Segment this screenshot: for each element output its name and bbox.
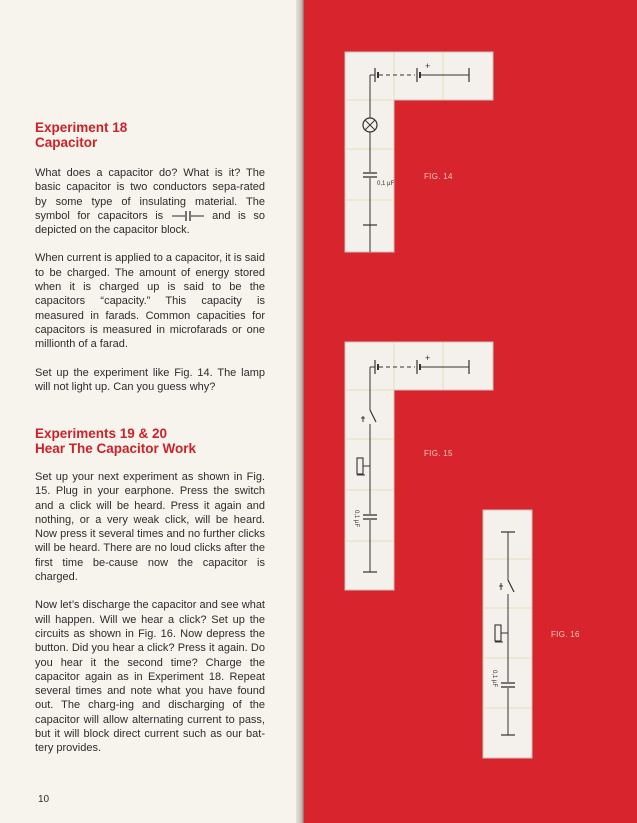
capacitor-icon	[363, 514, 377, 520]
capacitor-icon	[501, 682, 515, 688]
paragraph-text: What does a capacitor do? What is it? The basic capacitor is two conductors sepa-rated by some type of insulating material. The symbol for capacitors is	[35, 167, 265, 222]
fig-14-circuit-board	[345, 52, 495, 252]
capacitor-symbol-icon	[171, 211, 205, 221]
experiments-19-20-subtitle: Hear The Capacitor Work	[35, 441, 197, 456]
experiments-19-20-paragraph-2: Now let’s discharge the capacitor and see what will happen. Will we hear a click? Set up the circuits as shown in Fig. 16. Now depress the button. Did you hear a click? Press it again. Do you hear it the second time? Charge the capacitor again as in Experiment 18. Repeat several times and note what you have found out. The charg-ing and discharging of the capacitor will allow alternating current to pass, but it will block direct current such as our bat-tery provides.	[35, 599, 265, 755]
experiment-18-subtitle: Capacitor	[35, 135, 98, 150]
lamp-icon	[363, 118, 377, 132]
right-page	[304, 0, 637, 823]
fig-15-capacitor-value: 0,1 µF	[353, 510, 359, 528]
experiments-19-20-paragraph-1: Set up your next experiment as shown in Fig. 15. Plug in your earphone. Press the switch and a click will be heard. Press it again and nothing, or a very weak click, will be heard. Now press it several times and no further clicks will be heard. There are no loud clicks after the first time be-cause now the capacitor is charged.	[35, 471, 265, 584]
fig-16-capacitor-value: 0,1 µF	[491, 670, 497, 688]
experiments-19-20-title: Experiments 19 & 20	[35, 426, 168, 441]
fig-15-plus-sign: +	[425, 353, 431, 363]
page-number: 10	[38, 794, 50, 805]
fig-14-capacitor-value: 0,1 µF	[377, 181, 395, 187]
experiment-18-title: Experiment 18	[35, 120, 128, 135]
fig-15-label: FIG. 15	[424, 449, 453, 458]
left-page	[0, 0, 299, 823]
experiments-19-20-section	[35, 426, 265, 756]
fig-14-plus-sign: +	[425, 61, 431, 71]
experiment-18-heading	[35, 120, 265, 150]
paragraph-text: and is so depicted on the capacitor block.	[35, 209, 265, 237]
experiment-18-paragraph-1	[35, 166, 265, 237]
experiment-18-section	[35, 120, 265, 394]
experiment-18-paragraph-3: Set up the experiment like Fig. 14. The lamp will not light up. Can you guess why?	[35, 366, 265, 393]
experiment-18-paragraph-2: When current is applied to a capacitor, it is said to be charged. The amount of energy stored when it is charged up is said to be the capacitors “capacity.” This capacity is measured in farads. Common capacities for capacitors is measured in microfarads or one millionth of a farad.	[35, 252, 265, 351]
experiments-19-20-heading	[35, 426, 265, 456]
fig-14-label: FIG. 14	[424, 172, 453, 181]
fig-16-label: FIG. 16	[551, 630, 580, 639]
fig-16-circuit-board	[483, 510, 533, 760]
capacitor-icon	[363, 172, 377, 178]
fig-15-circuit-board	[345, 342, 495, 592]
